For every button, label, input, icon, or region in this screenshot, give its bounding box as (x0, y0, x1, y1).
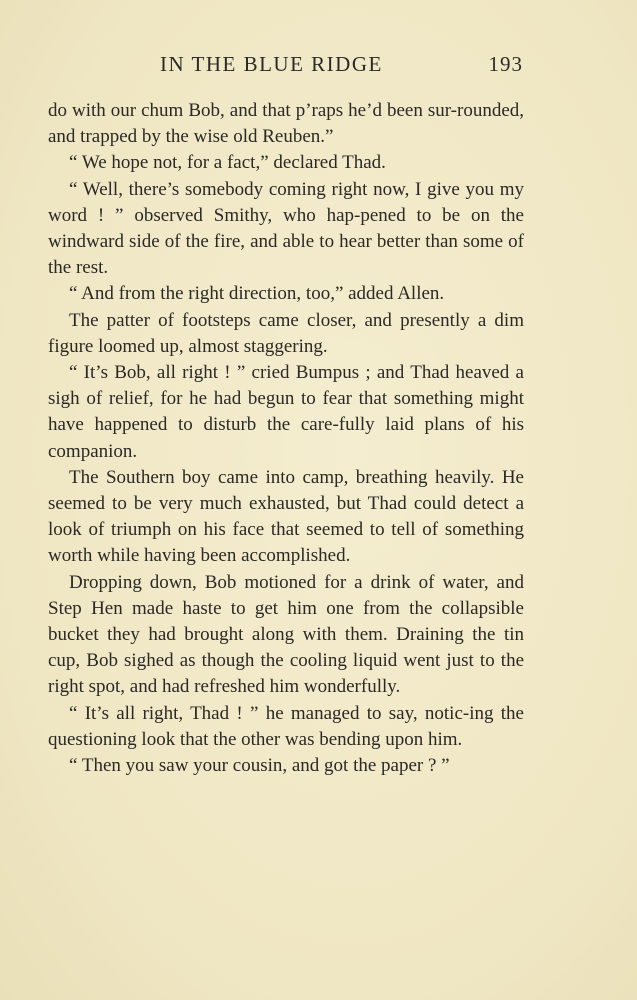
paragraph: Dropping down, Bob motioned for a drink of water, and Step Hen made haste to get him one from the collapsible bucket they had brought along with them. Draining the tin cup, Bob sighed as though the cooling liquid went just to the right spot, and had refreshed him wonderfully. (48, 571, 524, 698)
running-title: IN THE BLUE RIDGE (160, 52, 383, 76)
paragraph: “ We hope not, for a fact,” declared Thad. (69, 152, 386, 174)
paragraph: “ It’s all right, Thad ! ” he managed to say, notic-ing the questioning look that the other was bending upon him. (48, 702, 524, 750)
paragraph: “ It’s Bob, all right ! ” cried Bumpus ; and Thad heaved a sigh of relief, for he had begun to fear that something might have happened to disturb the care-fully laid plans of his companion. (48, 362, 524, 462)
paragraph-continued: do with our chum Bob, and that p’raps he’d been sur-rounded, and trapped by the wise old Reuben.” (48, 100, 524, 148)
paragraph: “ Then you saw your cousin, and got the paper ? ” (69, 755, 450, 777)
paragraph: “ And from the right direction, too,” added Allen. (69, 283, 445, 305)
paragraph: The patter of footsteps came closer, and presently a dim figure loomed up, almost staggering. (48, 309, 524, 357)
running-head (48, 52, 523, 80)
paragraph: The Southern boy came into camp, breathing heavily. He seemed to be very much exhausted, but Thad could detect a look of triumph on his face that seemed to tell of something worth while having been accomplished. (48, 466, 524, 567)
body-text (48, 98, 524, 779)
paragraph: “ Well, there’s somebody coming right now, I give you my word ! ” observed Smithy, who hap-pened to be on the windward side of the fire, and able to hear better than some of the rest. (48, 178, 524, 279)
page-number: 193 (488, 52, 523, 76)
